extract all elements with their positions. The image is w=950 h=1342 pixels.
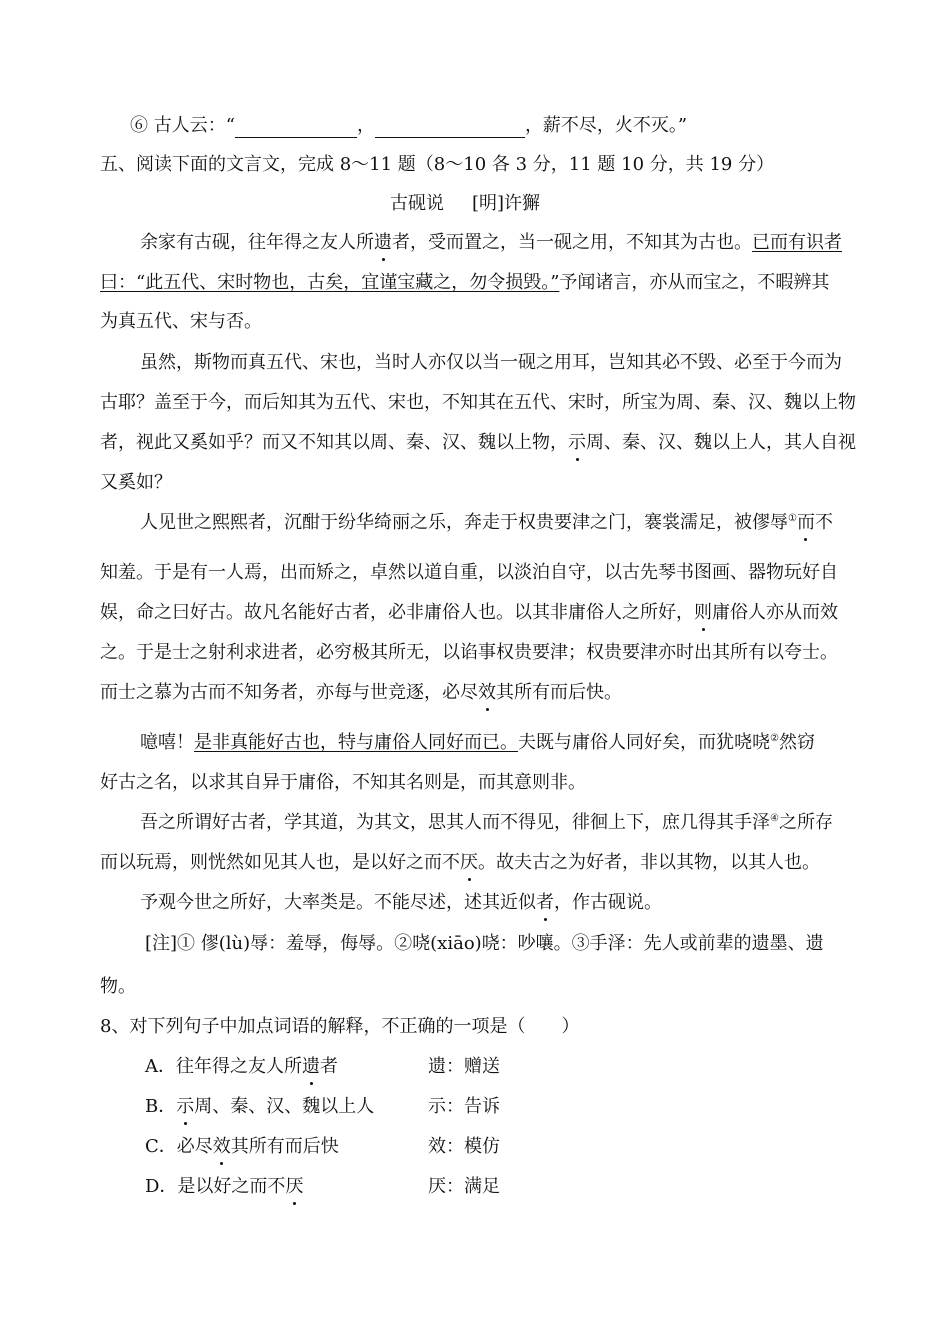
dotted-word: 示 (568, 432, 586, 453)
option-gloss: 效：模仿 (428, 1136, 500, 1157)
q8-option-b[interactable] (145, 1095, 845, 1119)
footnote-marker: ② (770, 733, 779, 744)
option-gloss: 厌：满足 (428, 1176, 500, 1197)
text-span: 余家有古砚，往年得之友人所 (140, 232, 374, 253)
p1-line-3: 为真五代、宋与否。 (100, 311, 262, 332)
text-span: 予闻诸言，亦从而宝之，不暇辨其 (559, 272, 830, 293)
text-span: 之所存 (778, 812, 833, 833)
underlined-sentence: 是非真能好古也，特与庸俗人同好而已。 (194, 732, 518, 753)
p6-line-1 (140, 891, 662, 915)
p2-line-2: 古耶？盖至于今，而后知其为五代、宋也，不知其在五代、宋时，所宝为周、秦、汉、魏以上物 (100, 392, 856, 413)
passage-title-text: 古砚说 (390, 193, 444, 214)
q6-blank-1[interactable] (235, 117, 357, 138)
p2-line-3 (100, 431, 856, 455)
text-span: 庸俗人亦从而效 (712, 602, 838, 623)
text-span: 然窃 (778, 732, 815, 753)
text-span: B． (145, 1096, 177, 1117)
p4-line-1 (140, 731, 815, 755)
dotted-word: 而 (796, 512, 815, 533)
dotted-word: 效 (212, 1136, 231, 1157)
text-span: 而士之慕为古而不知务者，亦每与世竞逐，必尽 (100, 682, 478, 703)
q6-comma: ， (356, 115, 375, 136)
option-gloss: 遗：赠送 (428, 1056, 500, 1077)
underlined-sentence: 已而有识者 (752, 232, 842, 253)
dotted-word: 厌 (460, 852, 478, 873)
text-span: 其所有而后快 (230, 1136, 339, 1157)
p3-line-5 (100, 681, 622, 705)
q8-option-c[interactable] (145, 1135, 845, 1159)
text-span: 予观今世之所好，大率类是。不能尽述，述其近似 (140, 892, 536, 913)
text-span: 人见世之熙熙者，沉酣于纷华绮丽之乐，奔走于权贵要津之门，褰裳濡足，被僇辱 (140, 512, 788, 533)
passage-author: [明]许獬 (472, 193, 541, 214)
p3-line-2: 知羞。于是有一人焉，出而矫之，卓然以道自重，以淡泊自守，以古先琴书图画、器物玩好自 (100, 562, 838, 583)
text-span: C．必尽 (145, 1136, 213, 1157)
text-span: 吾之所谓好古者，学其道，为其文，思其人而不得见，徘徊上下，庶几得其手泽 (140, 812, 770, 833)
q8-option-a[interactable] (145, 1055, 845, 1079)
q6-rest: ，薪不尽，火不灭。” (524, 115, 688, 136)
notes-line-2: 物。 (100, 976, 136, 997)
section-5-heading: 五、阅读下面的文言文，完成 8～11 题（8～10 各 3 分，11 题 10 分，共 19 分） (100, 154, 775, 175)
p3-line-3 (100, 601, 838, 625)
text-span: D．是以好之而不 (145, 1176, 286, 1197)
p1-line-1 (140, 231, 842, 255)
p4-line-2: 好古之名，以求其自异于庸俗，不知其名则是，而其意则非。 (100, 772, 586, 793)
passage-title (390, 192, 540, 216)
text-span: 周、秦、汉、魏以上人 (194, 1096, 375, 1117)
option-gloss: 示：告诉 (428, 1096, 500, 1117)
footnote-marker: ④ (770, 813, 779, 824)
dotted-word: 示 (176, 1096, 195, 1117)
text-span: 者 (320, 1056, 338, 1077)
dotted-word: 者 (536, 892, 554, 913)
p5-line-2 (100, 851, 820, 875)
text-span: 周、秦、汉、魏以上人，其人自视 (586, 432, 856, 453)
p1-line-2 (100, 271, 829, 295)
p3-line-4: 之。于是士之射利求进者，必穷极其所无，以谄事权贵要津；权贵要津亦时出其所有以夸士。 (100, 642, 838, 663)
question-8-stem: 8、对下列句子中加点词语的解释，不正确的一项是（ ） (100, 1016, 580, 1037)
dotted-word: 厌 (285, 1176, 304, 1197)
p3-line-1 (140, 511, 833, 535)
q8-option-d[interactable] (145, 1175, 845, 1199)
text-span: ，作古砚说。 (554, 892, 662, 913)
text-span: A．往年得之友人所 (145, 1056, 302, 1077)
text-span: 者，受而置之，当一砚之用，不知其为古也。 (392, 232, 752, 253)
underlined-sentence: 曰：“此五代、宋时物也，古矣，宜谨宝藏之，勿令损毁。” (100, 272, 560, 293)
text-span: 不 (814, 512, 833, 533)
notes-line-1: [注]① 僇(lù)辱：羞辱，侮辱。②哓(xiāo)哓：吵嚷。③手泽：先人或前辈的遗墨、遗 (145, 933, 824, 954)
p2-line-4: 又奚如？ (100, 472, 172, 493)
text-span: 而以玩焉，则恍然如见其人也，是以好之而不 (100, 852, 460, 873)
p5-line-1 (140, 811, 833, 835)
dotted-word: 遗 (302, 1056, 320, 1077)
text-span: 夫既与庸俗人同好矣，而犹哓哓 (518, 732, 770, 753)
text-span: 。故夫古之为好者，非以其物，以其人也。 (478, 852, 820, 873)
text-span: 噫嘻！ (140, 732, 194, 753)
dotted-word: 遗 (374, 232, 392, 253)
q6-blank-2[interactable] (375, 117, 525, 138)
question-6 (130, 114, 687, 138)
text-span: 者，视此又奚如乎？而又不知其以周、秦、汉、魏以上物， (100, 432, 568, 453)
footnote-marker: ① (788, 513, 797, 524)
text-span: 其所有而后快。 (496, 682, 622, 703)
text-span: 娱，命之曰好古。故凡名能好古者，必非庸俗人也。以其非庸俗人之所好， (100, 602, 694, 623)
dotted-word: 则 (694, 602, 712, 623)
p2-line-1: 虽然，斯物而真五代、宋也，当时人亦仅以当一砚之用耳，岂知其必不毁、必至于今而为 (140, 352, 842, 373)
dotted-word: 效 (478, 682, 496, 703)
q6-label: ⑥ 古人云：“ (130, 115, 235, 136)
